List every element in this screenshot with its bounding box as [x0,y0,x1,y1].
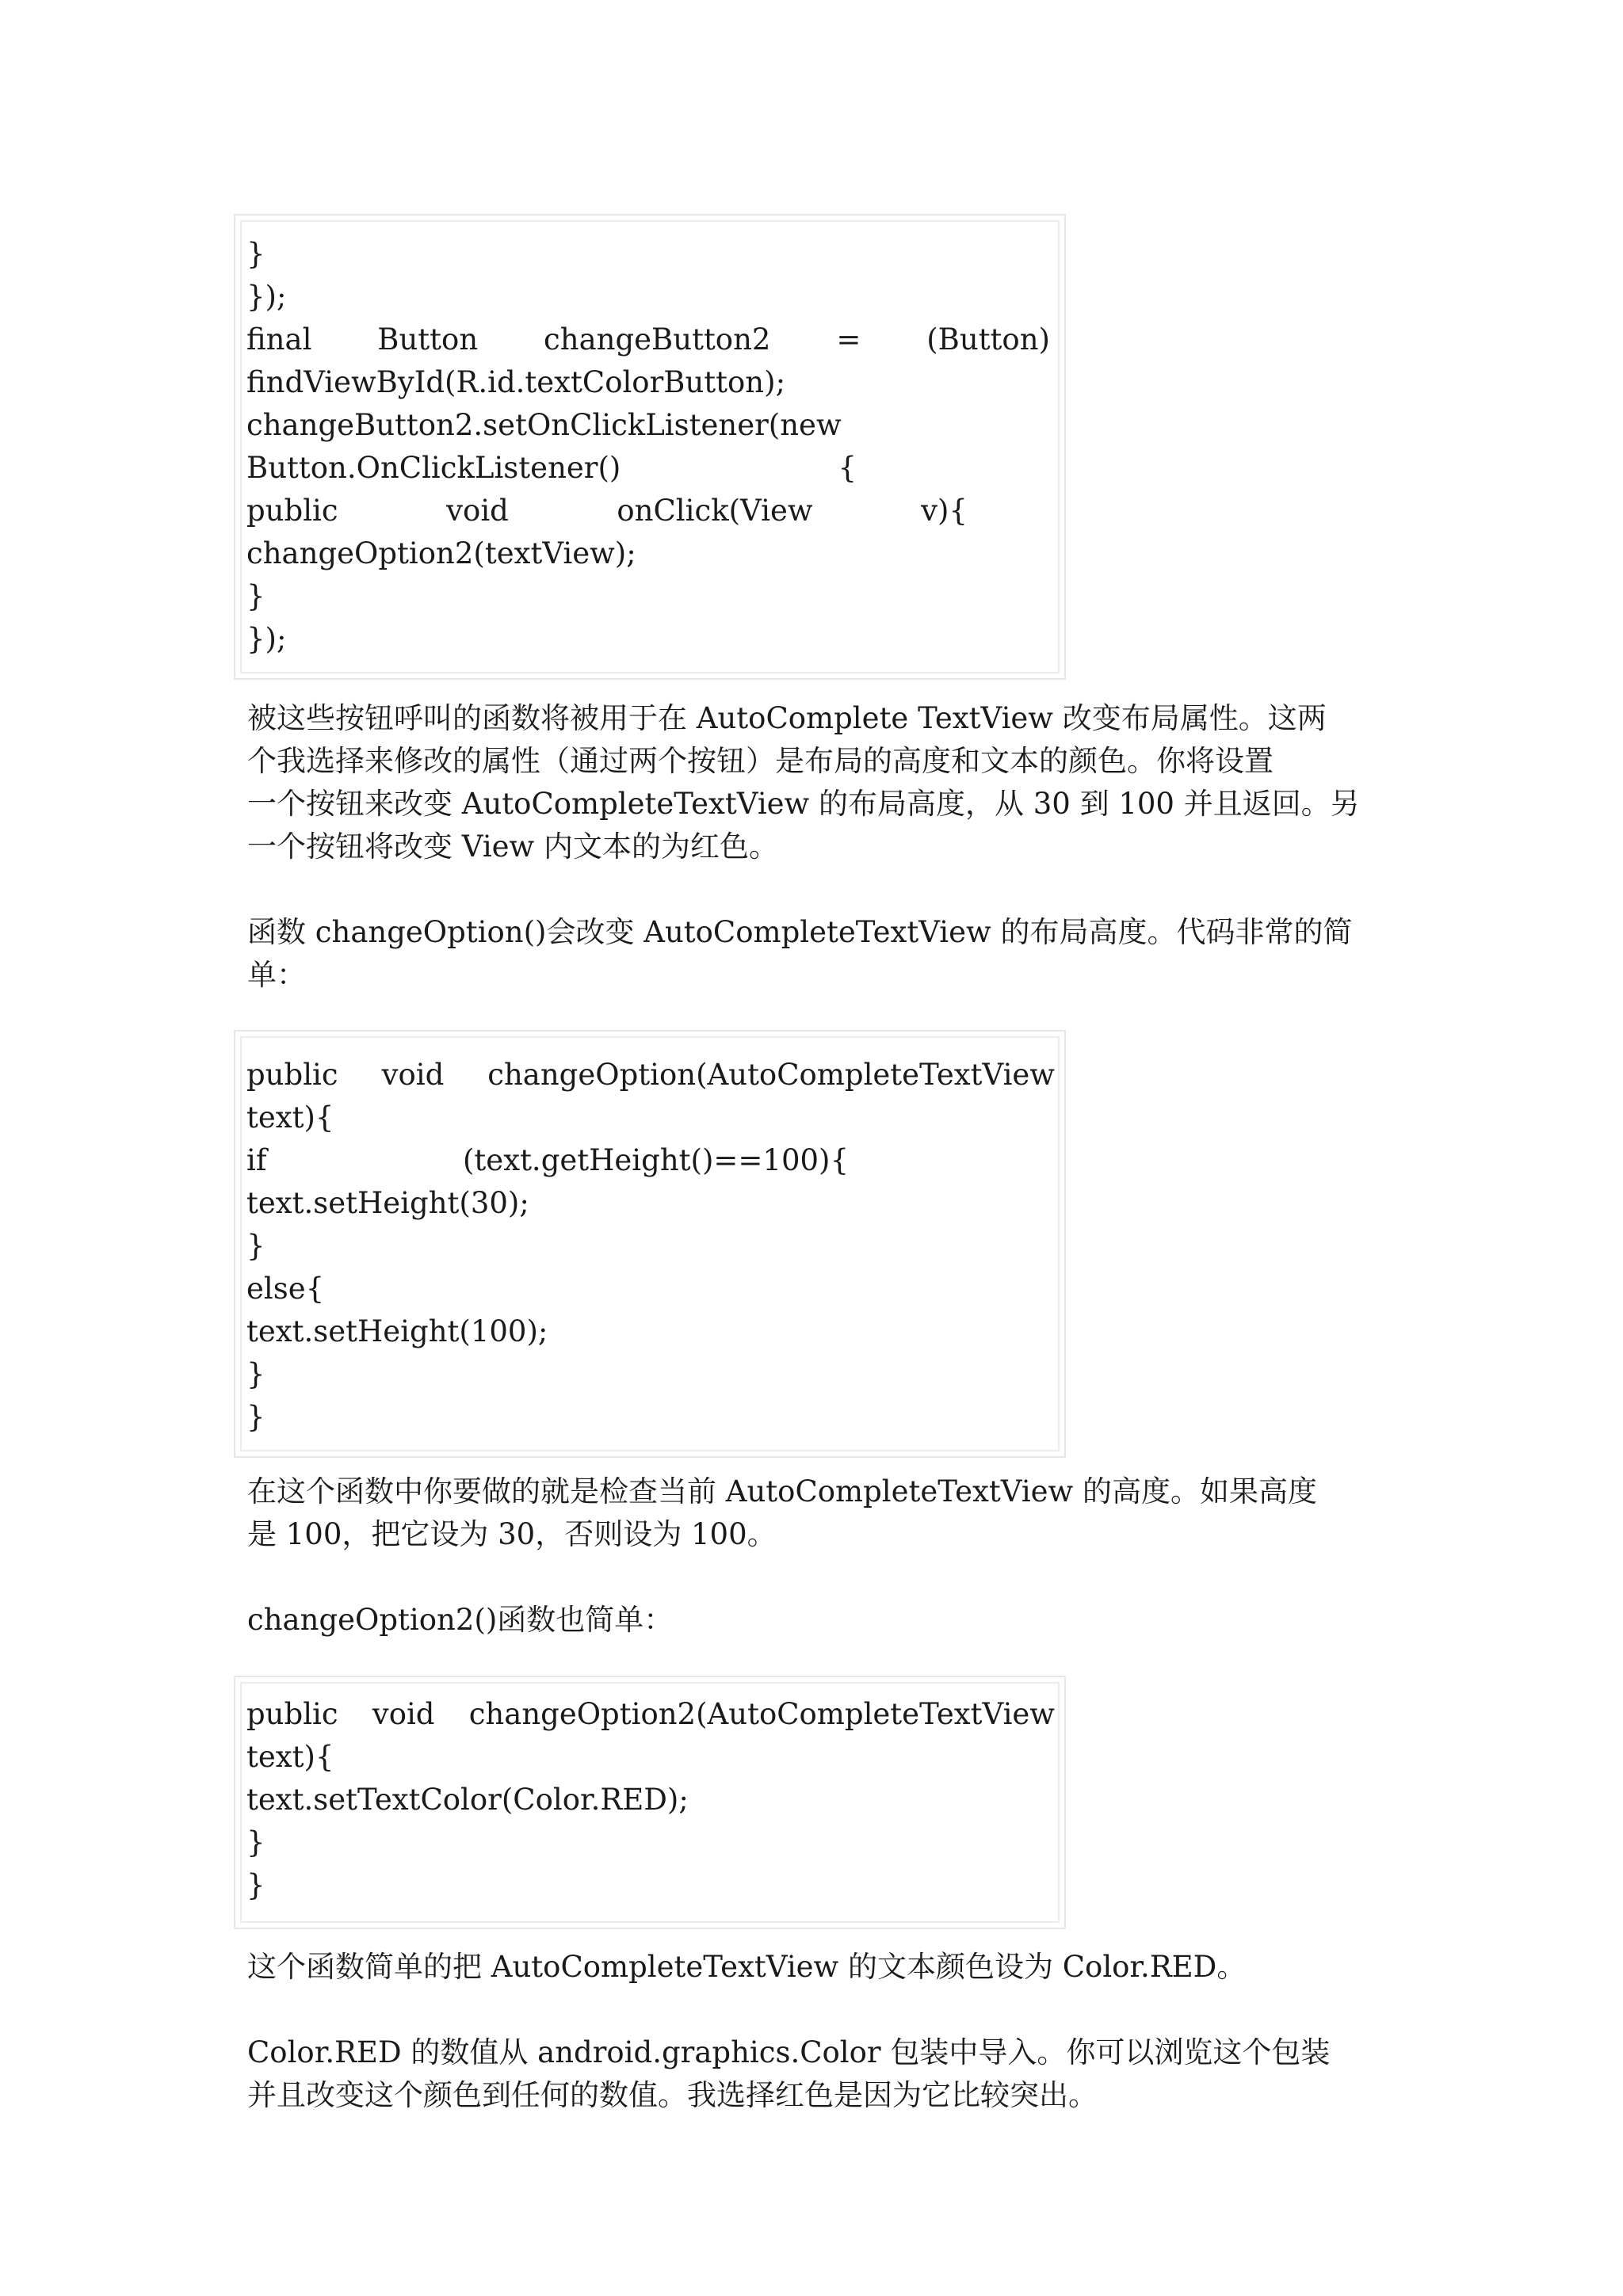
code-token: (Button) [926,322,1050,357]
paragraph-1 [247,697,1404,868]
code-line [246,1139,857,1182]
code-block-2-inner [240,1036,1060,1451]
code-token: public [246,494,338,528]
text-line: 函数 changeOption()会改变 AutoCompleteTextView 的布局高度。代码非常的简 [247,915,1353,949]
text-line: changeOption2()函数也简单： [247,1603,674,1637]
code-line: text.setHeight(100); [246,1314,548,1348]
code-token: v){ [921,494,968,528]
code-line [246,490,976,532]
code-line: changeOption2(textView); [246,536,636,570]
code-token: final [246,322,312,357]
paragraph-6 [247,2031,1404,2117]
code-token: changeOption(AutoCompleteTextView [487,1058,1055,1092]
code-line [246,318,1058,361]
code-token: void [372,1697,435,1731]
code-token: void [446,494,509,528]
text-line: 一个按钮将改变 View 内文本的为红色。 [247,830,778,864]
code-line: } [246,1868,265,1902]
code-token: = [836,322,861,357]
code-line: text){ [246,1740,334,1774]
code-block-1 [234,214,1066,680]
code-token: public [246,1058,338,1092]
text-line: 被这些按钮呼叫的函数将被用于在 AutoComplete TextView 改变布局属性。这两 [247,701,1327,735]
code-line: text.setTextColor(Color.RED); [246,1783,689,1817]
code-line: }); [246,622,287,656]
code-line: } [246,1229,265,1263]
paragraph-2 [247,911,1404,997]
code-block-1-inner [240,220,1060,673]
text-line: 一个按钮来改变 AutoCompleteTextView 的布局高度，从 30 到 100 并且返回。另 [247,787,1360,821]
code-block-2 [234,1030,1066,1458]
text-line: Color.RED 的数值从 android.graphics.Color 包装中导入。你可以浏览这个包装 [247,2035,1331,2069]
code-token: onClick(View [617,494,813,528]
code-line: changeButton2.setOnClickListener(new [246,408,842,442]
code-block-3-inner [240,1682,1060,1923]
text-line: 单： [247,958,306,992]
text-line: 在这个函数中你要做的就是检查当前 AutoCompleteTextView 的高度。如果高度 [247,1474,1317,1508]
code-token: { [838,451,857,485]
code-token: if [246,1143,267,1177]
paragraph-5 [247,1946,1396,1989]
code-line: } [246,237,265,271]
code-line: }); [246,280,287,314]
text-line: 并且改变这个颜色到任何的数值。我选择红色是因为它比较突出。 [247,2078,1098,2112]
code-line: } [246,579,265,613]
text-line: 是 100，把它设为 30，否则设为 100。 [247,1517,777,1551]
code-line [246,447,865,490]
code-token: Button [377,322,479,357]
code-block-3 [234,1676,1066,1929]
code-token: changeOption2(AutoCompleteTextView [468,1697,1055,1731]
code-line: } [246,1400,265,1434]
code-line: text.setHeight(30); [246,1186,529,1220]
code-token: Button.OnClickListener() [246,451,621,485]
text-line: 这个函数简单的把 AutoCompleteTextView 的文本颜色设为 Color.RED。 [247,1950,1247,1984]
code-token: (text.getHeight()==100){ [463,1143,849,1177]
code-line: } [246,1825,265,1859]
code-token: void [381,1058,445,1092]
code-line: } [246,1357,265,1391]
code-line: else{ [246,1272,325,1306]
code-line: text){ [246,1100,334,1135]
code-line [246,1054,1063,1097]
code-line: findViewById(R.id.textColorButton); [246,365,786,399]
code-token: public [246,1697,338,1731]
code-line [246,1693,1063,1736]
code-token: changeButton2 [544,322,771,357]
text-line: 个我选择来修改的属性（通过两个按钮）是布局的高度和文本的颜色。你将设置 [247,744,1274,778]
paragraph-3 [247,1470,1404,1556]
paragraph-4 [247,1599,1396,1642]
